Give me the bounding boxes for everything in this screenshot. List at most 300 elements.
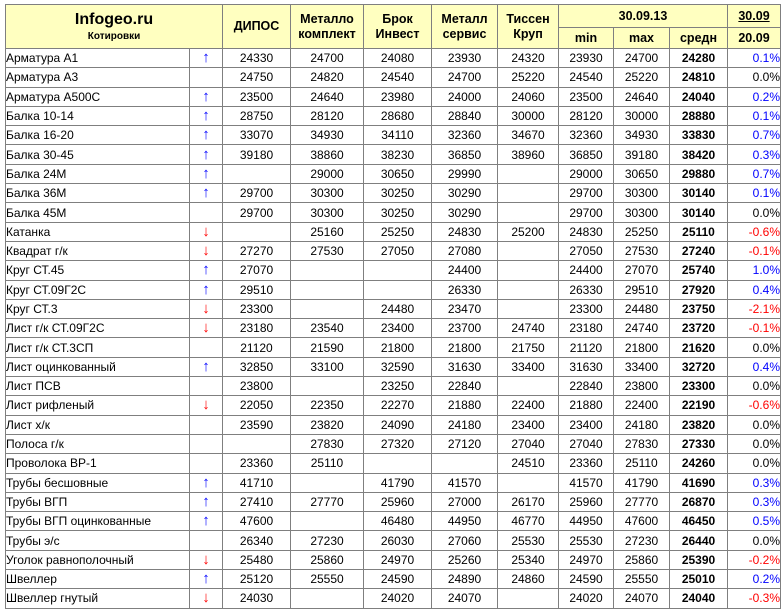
price-min: 41570 <box>559 473 614 492</box>
price-avg: 28880 <box>670 106 728 125</box>
table-row <box>6 454 781 473</box>
price-metkompl: 22350 <box>291 396 364 415</box>
price-min: 26330 <box>559 280 614 299</box>
product-name: Лист оцинкованный <box>6 357 190 376</box>
price-metserv: 27080 <box>432 241 498 260</box>
price-max: 30000 <box>614 106 670 125</box>
price-avg: 38420 <box>670 145 728 164</box>
price-brok: 26030 <box>364 531 432 550</box>
change-percent: 0.0% <box>728 203 781 222</box>
change-percent: -0.1% <box>728 319 781 338</box>
price-metserv: 22840 <box>432 377 498 396</box>
table-row <box>6 68 781 87</box>
brand-title: Infogeo.ru <box>74 10 154 28</box>
price-metkompl: 27830 <box>291 434 364 453</box>
arrow-down-icon: ↓ <box>190 222 223 241</box>
price-min: 29700 <box>559 184 614 203</box>
table-row <box>6 550 781 569</box>
price-brok: 23980 <box>364 87 432 106</box>
trend-cell <box>190 338 223 357</box>
price-max: 24740 <box>614 319 670 338</box>
price-dipos: 47600 <box>223 512 291 531</box>
col-header-min: min <box>559 28 614 49</box>
table-row <box>6 415 781 434</box>
price-brok: 30650 <box>364 164 432 183</box>
change-percent: 0.3% <box>728 145 781 164</box>
table-row <box>6 319 781 338</box>
price-dipos: 23800 <box>223 377 291 396</box>
price-metkompl <box>291 512 364 531</box>
price-dipos: 27070 <box>223 261 291 280</box>
product-name: Трубы бесшовные <box>6 473 190 492</box>
change-percent: 0.0% <box>728 454 781 473</box>
table-row <box>6 531 781 550</box>
price-max: 24700 <box>614 49 670 68</box>
price-avg: 27330 <box>670 434 728 453</box>
col-header-tissen-krup: Тиссен Круп <box>498 5 559 49</box>
price-tissen <box>498 299 559 318</box>
table-row <box>6 357 781 376</box>
price-max: 27070 <box>614 261 670 280</box>
price-brok: 28680 <box>364 106 432 125</box>
price-tissen: 21750 <box>498 338 559 357</box>
arrow-up-icon: ↑ <box>190 49 223 68</box>
price-max: 30300 <box>614 203 670 222</box>
price-max: 27770 <box>614 492 670 511</box>
price-max: 29510 <box>614 280 670 299</box>
price-dipos <box>223 222 291 241</box>
price-max: 27230 <box>614 531 670 550</box>
price-metserv: 24180 <box>432 415 498 434</box>
price-min: 23180 <box>559 319 614 338</box>
price-max: 25250 <box>614 222 670 241</box>
price-min: 25960 <box>559 492 614 511</box>
price-brok: 24540 <box>364 68 432 87</box>
price-min: 27050 <box>559 241 614 260</box>
price-avg: 24040 <box>670 589 728 608</box>
arrow-up-icon: ↑ <box>190 164 223 183</box>
price-metserv: 29990 <box>432 164 498 183</box>
price-metkompl: 24820 <box>291 68 364 87</box>
price-metkompl: 21590 <box>291 338 364 357</box>
price-avg: 25010 <box>670 570 728 589</box>
price-metkompl: 33100 <box>291 357 364 376</box>
price-tissen <box>498 241 559 260</box>
price-dipos: 23180 <box>223 319 291 338</box>
product-name: Круг СТ.3 <box>6 299 190 318</box>
price-max: 30300 <box>614 184 670 203</box>
table-row <box>6 241 781 260</box>
price-metserv: 30290 <box>432 203 498 222</box>
price-brok: 24080 <box>364 49 432 68</box>
trend-cell <box>190 377 223 396</box>
price-avg: 23720 <box>670 319 728 338</box>
arrow-down-icon: ↓ <box>190 241 223 260</box>
arrow-up-icon: ↑ <box>190 261 223 280</box>
price-dipos: 23500 <box>223 87 291 106</box>
price-dipos: 33070 <box>223 126 291 145</box>
price-min: 24400 <box>559 261 614 280</box>
price-metkompl: 27230 <box>291 531 364 550</box>
price-brok: 24480 <box>364 299 432 318</box>
change-percent: 0.4% <box>728 357 781 376</box>
price-tissen: 23400 <box>498 415 559 434</box>
price-metserv: 24000 <box>432 87 498 106</box>
price-avg: 29880 <box>670 164 728 183</box>
product-name: Трубы ВГП оцинкованные <box>6 512 190 531</box>
price-brok: 27050 <box>364 241 432 260</box>
price-min: 24970 <box>559 550 614 569</box>
price-brok: 24970 <box>364 550 432 569</box>
col-header-brok-invest: Брок Инвест <box>364 5 432 49</box>
price-max: 39180 <box>614 145 670 164</box>
price-dipos <box>223 434 291 453</box>
price-quotes-table <box>5 4 781 609</box>
price-min: 24540 <box>559 68 614 87</box>
price-brok: 46480 <box>364 512 432 531</box>
product-name: Круг СТ.09Г2С <box>6 280 190 299</box>
price-tissen <box>498 280 559 299</box>
price-min: 23360 <box>559 454 614 473</box>
price-metkompl: 25860 <box>291 550 364 569</box>
table-row <box>6 280 781 299</box>
price-min: 36850 <box>559 145 614 164</box>
price-avg: 27920 <box>670 280 728 299</box>
price-tissen <box>498 377 559 396</box>
price-brok: 23250 <box>364 377 432 396</box>
arrow-down-icon: ↓ <box>190 299 223 318</box>
price-brok: 24090 <box>364 415 432 434</box>
price-max: 27530 <box>614 241 670 260</box>
change-percent: 0.3% <box>728 473 781 492</box>
price-min: 23300 <box>559 299 614 318</box>
price-metserv: 24700 <box>432 68 498 87</box>
price-tissen: 27040 <box>498 434 559 453</box>
trend-cell <box>190 68 223 87</box>
change-percent: 0.2% <box>728 570 781 589</box>
change-percent: 0.0% <box>728 531 781 550</box>
table-row <box>6 184 781 203</box>
price-brok: 32590 <box>364 357 432 376</box>
price-tissen: 25200 <box>498 222 559 241</box>
price-min: 24590 <box>559 570 614 589</box>
price-metkompl: 23540 <box>291 319 364 338</box>
product-name: Трубы ВГП <box>6 492 190 511</box>
price-metserv: 26330 <box>432 280 498 299</box>
table-row <box>6 126 781 145</box>
table-row <box>6 203 781 222</box>
price-metserv: 31630 <box>432 357 498 376</box>
price-max: 22400 <box>614 396 670 415</box>
change-percent: 0.0% <box>728 434 781 453</box>
table-row <box>6 434 781 453</box>
price-metkompl: 25160 <box>291 222 364 241</box>
price-brok <box>364 454 432 473</box>
price-dipos: 27270 <box>223 241 291 260</box>
price-max: 33400 <box>614 357 670 376</box>
table-row <box>6 396 781 415</box>
change-percent: 1.0% <box>728 261 781 280</box>
price-tissen: 24740 <box>498 319 559 338</box>
price-min: 44950 <box>559 512 614 531</box>
arrow-up-icon: ↑ <box>190 280 223 299</box>
change-percent: -0.6% <box>728 396 781 415</box>
price-dipos: 29510 <box>223 280 291 299</box>
price-avg: 23820 <box>670 415 728 434</box>
table-row <box>6 589 781 608</box>
price-brok: 25960 <box>364 492 432 511</box>
trend-cell <box>190 434 223 453</box>
price-max: 27830 <box>614 434 670 453</box>
price-tissen <box>498 184 559 203</box>
price-min: 31630 <box>559 357 614 376</box>
price-avg: 32720 <box>670 357 728 376</box>
table-row <box>6 106 781 125</box>
trend-cell <box>190 454 223 473</box>
price-dipos: 25480 <box>223 550 291 569</box>
price-metkompl: 27530 <box>291 241 364 260</box>
price-tissen <box>498 589 559 608</box>
price-metkompl: 25110 <box>291 454 364 473</box>
price-avg: 46450 <box>670 512 728 531</box>
price-avg: 24810 <box>670 68 728 87</box>
price-metserv: 24830 <box>432 222 498 241</box>
price-brok <box>364 261 432 280</box>
price-metkompl: 27770 <box>291 492 364 511</box>
price-min: 25530 <box>559 531 614 550</box>
price-min: 21880 <box>559 396 614 415</box>
product-name: Лист рифленый <box>6 396 190 415</box>
price-max: 23800 <box>614 377 670 396</box>
price-metkompl <box>291 261 364 280</box>
change-percent: 0.7% <box>728 164 781 183</box>
price-min: 24830 <box>559 222 614 241</box>
price-max: 25550 <box>614 570 670 589</box>
change-percent: 0.0% <box>728 338 781 357</box>
price-metserv: 24890 <box>432 570 498 589</box>
price-dipos: 32850 <box>223 357 291 376</box>
price-metserv: 21800 <box>432 338 498 357</box>
product-name: Балка 24М <box>6 164 190 183</box>
price-metserv: 32360 <box>432 126 498 145</box>
price-min: 23400 <box>559 415 614 434</box>
change-percent: 0.2% <box>728 87 781 106</box>
table-row <box>6 87 781 106</box>
price-tissen: 22400 <box>498 396 559 415</box>
table-row <box>6 338 781 357</box>
change-percent: 0.0% <box>728 377 781 396</box>
change-percent: -0.2% <box>728 550 781 569</box>
price-dipos: 29700 <box>223 203 291 222</box>
arrow-up-icon: ↑ <box>190 357 223 376</box>
price-avg: 26870 <box>670 492 728 511</box>
change-percent: 0.5% <box>728 512 781 531</box>
price-metkompl: 34930 <box>291 126 364 145</box>
price-tissen: 25220 <box>498 68 559 87</box>
price-dipos: 23360 <box>223 454 291 473</box>
arrow-down-icon: ↓ <box>190 589 223 608</box>
price-metkompl <box>291 299 364 318</box>
trend-cell <box>190 203 223 222</box>
col-header-avg: средн <box>670 28 728 49</box>
price-max: 25860 <box>614 550 670 569</box>
change-percent: 0.4% <box>728 280 781 299</box>
price-metkompl: 30300 <box>291 184 364 203</box>
price-metserv: 44950 <box>432 512 498 531</box>
date-header: 30.09.13 <box>559 5 728 28</box>
table-row <box>6 49 781 68</box>
price-metserv <box>432 454 498 473</box>
col-header-dipos: ДИПОС <box>223 5 291 49</box>
price-metserv: 27060 <box>432 531 498 550</box>
table-row <box>6 377 781 396</box>
price-min: 29700 <box>559 203 614 222</box>
price-max: 24180 <box>614 415 670 434</box>
price-tissen: 24510 <box>498 454 559 473</box>
price-avg: 25110 <box>670 222 728 241</box>
price-min: 21120 <box>559 338 614 357</box>
price-brok: 30250 <box>364 203 432 222</box>
arrow-up-icon: ↑ <box>190 570 223 589</box>
price-dipos: 24750 <box>223 68 291 87</box>
price-min: 28120 <box>559 106 614 125</box>
price-metserv: 30290 <box>432 184 498 203</box>
price-max: 30650 <box>614 164 670 183</box>
arrow-up-icon: ↑ <box>190 473 223 492</box>
table-row <box>6 299 781 318</box>
change-percent: 0.1% <box>728 184 781 203</box>
price-metserv: 36850 <box>432 145 498 164</box>
price-avg: 27240 <box>670 241 728 260</box>
product-name: Квадрат г/к <box>6 241 190 260</box>
price-tissen <box>498 261 559 280</box>
change-percent: 0.1% <box>728 106 781 125</box>
price-min: 29000 <box>559 164 614 183</box>
product-name: Балка 45М <box>6 203 190 222</box>
price-dipos: 28750 <box>223 106 291 125</box>
price-dipos <box>223 164 291 183</box>
price-max: 47600 <box>614 512 670 531</box>
price-max: 25220 <box>614 68 670 87</box>
price-tissen: 30000 <box>498 106 559 125</box>
product-name: Арматура А1 <box>6 49 190 68</box>
product-name: Арматура А3 <box>6 68 190 87</box>
price-avg: 21620 <box>670 338 728 357</box>
change-percent: 0.0% <box>728 68 781 87</box>
price-metkompl <box>291 589 364 608</box>
change-percent: -2.1% <box>728 299 781 318</box>
price-min: 23500 <box>559 87 614 106</box>
price-metkompl <box>291 473 364 492</box>
arrow-up-icon: ↑ <box>190 492 223 511</box>
product-name: Балка 30-45 <box>6 145 190 164</box>
price-metkompl: 23820 <box>291 415 364 434</box>
table-row <box>6 570 781 589</box>
price-avg: 41690 <box>670 473 728 492</box>
price-tissen: 24860 <box>498 570 559 589</box>
product-name: Проволока ВР-1 <box>6 454 190 473</box>
price-min: 24020 <box>559 589 614 608</box>
trend-cell <box>190 415 223 434</box>
arrow-up-icon: ↑ <box>190 145 223 164</box>
table-row <box>6 492 781 511</box>
price-metkompl <box>291 280 364 299</box>
price-dipos: 23590 <box>223 415 291 434</box>
compare-date-current: 30.09 <box>728 5 781 28</box>
price-tissen: 24060 <box>498 87 559 106</box>
price-min: 32360 <box>559 126 614 145</box>
product-name: Катанка <box>6 222 190 241</box>
quotes-body <box>6 49 781 609</box>
product-name: Лист х/к <box>6 415 190 434</box>
change-percent: 0.0% <box>728 415 781 434</box>
change-percent: 0.3% <box>728 492 781 511</box>
price-avg: 22190 <box>670 396 728 415</box>
change-percent: 0.1% <box>728 49 781 68</box>
price-max: 24070 <box>614 589 670 608</box>
price-metkompl: 38860 <box>291 145 364 164</box>
price-metserv: 27120 <box>432 434 498 453</box>
price-tissen: 34670 <box>498 126 559 145</box>
price-brok: 24020 <box>364 589 432 608</box>
price-brok: 22270 <box>364 396 432 415</box>
price-min: 22840 <box>559 377 614 396</box>
arrow-up-icon: ↑ <box>190 126 223 145</box>
change-percent: 0.7% <box>728 126 781 145</box>
col-header-max: max <box>614 28 670 49</box>
price-brok: 30250 <box>364 184 432 203</box>
change-percent: -0.6% <box>728 222 781 241</box>
price-tissen: 24320 <box>498 49 559 68</box>
price-metserv: 23700 <box>432 319 498 338</box>
change-percent: -0.3% <box>728 589 781 608</box>
price-metkompl <box>291 377 364 396</box>
price-max: 21800 <box>614 338 670 357</box>
product-name: Полоса г/к <box>6 434 190 453</box>
product-name: Балка 10-14 <box>6 106 190 125</box>
price-tissen: 25340 <box>498 550 559 569</box>
price-dipos: 41710 <box>223 473 291 492</box>
price-avg: 33830 <box>670 126 728 145</box>
price-brok: 38230 <box>364 145 432 164</box>
table-row <box>6 512 781 531</box>
price-max: 34930 <box>614 126 670 145</box>
price-brok: 24590 <box>364 570 432 589</box>
price-tissen: 46770 <box>498 512 559 531</box>
price-avg: 25740 <box>670 261 728 280</box>
price-metserv: 25260 <box>432 550 498 569</box>
table-row <box>6 145 781 164</box>
price-dipos: 27410 <box>223 492 291 511</box>
product-name: Балка 16-20 <box>6 126 190 145</box>
price-brok: 23400 <box>364 319 432 338</box>
price-tissen <box>498 473 559 492</box>
price-brok: 21800 <box>364 338 432 357</box>
price-dipos: 23300 <box>223 299 291 318</box>
price-metkompl: 29000 <box>291 164 364 183</box>
price-max: 41790 <box>614 473 670 492</box>
product-name: Швеллер <box>6 570 190 589</box>
price-tissen: 26170 <box>498 492 559 511</box>
price-dipos: 26340 <box>223 531 291 550</box>
price-tissen: 25530 <box>498 531 559 550</box>
col-header-metallokomplekt: Металло комплект <box>291 5 364 49</box>
price-min: 23930 <box>559 49 614 68</box>
product-name: Балка 36М <box>6 184 190 203</box>
product-name: Арматура А500С <box>6 87 190 106</box>
price-tissen: 38960 <box>498 145 559 164</box>
price-dipos: 21120 <box>223 338 291 357</box>
